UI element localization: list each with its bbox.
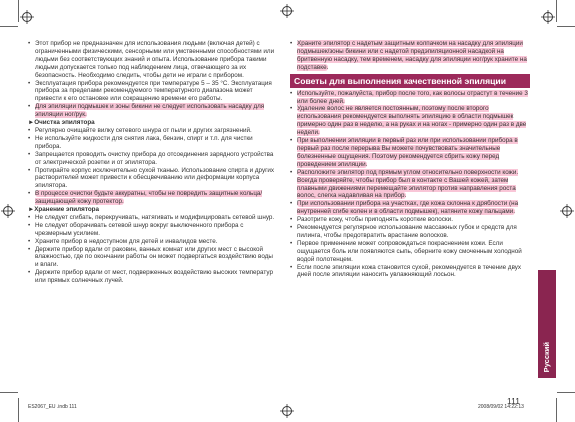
storage-subheading: ►Хранение эпилятора xyxy=(28,206,100,214)
item-text: Расположите эпилятор под прямым углом относительно поверхности кожи. Всегда проверяйте, чтобы прибор был в контакте с Вашей кожей, затем плавными движениями перемещайте эпилятор против направления роста волос, слегка надавливая на прибор. xyxy=(297,168,519,200)
list-item xyxy=(28,151,278,167)
right-column xyxy=(290,40,530,279)
item-text: Храните прибор в недоступном для детей и инвалидов месте. xyxy=(35,237,218,245)
crop-mark xyxy=(18,398,19,422)
list-item xyxy=(28,246,278,270)
item-text: Запрещается проводить очистку прибора до отсоединения зарядного устройства от электрической розетки и от эпилятора. xyxy=(35,150,274,166)
registration-mark-icon xyxy=(541,10,555,24)
list-item xyxy=(290,105,530,137)
list-item xyxy=(290,137,530,169)
list-item xyxy=(28,80,278,104)
list-item xyxy=(290,40,530,72)
item-text: Этот прибор не предназначен для использования людьми (включая детей) с ограниченными физическими, сенсорными или умственными способностями или людьми без соответствующих знаний и опыта. Использование прибора такими людьми допускается только под наблюдением лица, отвечающего за их безопасность. Необходимо следить, чтобы дети не играли с прибором. xyxy=(35,40,275,79)
item-text: Эксплуатация прибора рекомендуется при температуре 5 – 35 °C. Эксплуатация прибора за пределами рекомендуемого температурного диапазона может привести к его остановке или сокращению времени его работы. xyxy=(35,79,272,103)
item-text: Не следует сгибать, перекручивать, натягивать и модифицировать сетевой шнур. xyxy=(35,213,275,221)
page-number: 111 xyxy=(507,396,520,406)
item-text: Если после эпиляции кожа становится сухой, рекомендуется в течение двух дней после эпиляции наносить увлажняющий лосьон. xyxy=(297,263,522,279)
item-text: Для эпиляции подмышек и зоны бикини не следует использовать насадку для эпиляции ног/рук. xyxy=(35,103,265,119)
list-item xyxy=(28,40,278,80)
item-text: Удаление волос не является постоянным, поэтому после второго использования рекомендуется выполнять эпиляцию в области подмышек примерно один раз в неделю, а на руках и на ногах - примерно один раз в две недели. xyxy=(297,105,527,137)
list-item xyxy=(28,103,278,119)
list-item xyxy=(28,127,278,135)
item-text: Не используйте жидкости для снятия лака, бензин, спирт и т.п. для чистки прибора. xyxy=(35,134,253,150)
left-column xyxy=(28,40,278,285)
list-item xyxy=(28,190,278,206)
list-item xyxy=(290,264,530,280)
footer-file-info: ES2067_EU .indb 111 xyxy=(28,404,77,410)
list-item xyxy=(290,169,530,201)
registration-mark-icon xyxy=(1,204,15,218)
registration-mark-icon xyxy=(560,204,574,218)
item-text: При выполнении эпиляции в первый раз или при использовании прибора в первый раз после перерыва Вы можете почувствовать значительные болезненные ощущения. Поэтому рекомендуется сбрить кожу перед проведением эпиляции. xyxy=(297,137,518,168)
item-text: Держите прибор вдали от мест, подверженных воздействию высоких температур или прямых солнечных лучей. xyxy=(35,269,273,285)
item-text: Храните эпилятор с надетым защитным колпачком на насадку для эпиляции подмышек/зоны бикини или с надетой предэпиляционной насадкой на бритвенную насадку, тем временем, насадку для эпиляции ног/рук храните на подставке. xyxy=(297,40,527,71)
footer-timestamp: 2008/09/02 14:22:13 xyxy=(478,404,524,410)
item-text: Протирайте корпус исключительно сухой тканью. Использование спирта и других растворителей может привести к обесцвечиванию или деформации корпуса эпилятора. xyxy=(35,166,275,190)
registration-mark-icon xyxy=(20,10,34,24)
item-text: Не следует оборачивать сетевой шнур вокруг выключенного прибора с чрезмерным усилием. xyxy=(35,221,244,237)
language-tab-label: Русский xyxy=(542,341,551,372)
list-item xyxy=(290,224,530,240)
item-text: Используйте, пожалуйста, прибор после того, как волосы отрастут в течение 3 или более дней. xyxy=(297,89,528,105)
cleaning-subheading: ►Очистка эпилятора xyxy=(28,119,95,127)
item-text: Разотрите кожу, чтобы приподнять короткие волоски. xyxy=(297,216,453,224)
item-text: Первое применение может сопровождаться покраснением кожи. Если ощущается боль или появляются сыпь, оберните кожу смоченным холодной водой полотенцем. xyxy=(297,239,522,263)
list-item xyxy=(290,90,530,106)
section-title: Советы для выполнения качественной эпиляции xyxy=(290,74,530,88)
item-text: В процессе очистки будьте аккуратны, чтобы не повредить защитные кольца/защищающей кожу протектор. xyxy=(35,190,263,206)
item-text: Держите прибор вдали от раковин, ванных комнат или других мест с высокой влажностью, где по окончании работы он может подвергаться воздействию воды и влаги. xyxy=(35,245,273,269)
item-text: Регулярно очищайте вилку сетевого шнура от пыли и других загрязнений. xyxy=(35,126,252,134)
list-item xyxy=(28,222,278,238)
list-item xyxy=(28,238,278,246)
crop-mark xyxy=(557,26,575,27)
language-tab xyxy=(538,270,556,378)
crop-mark xyxy=(0,392,18,393)
list-item xyxy=(28,269,278,285)
list-item xyxy=(290,200,530,216)
list-item xyxy=(290,240,530,264)
crop-mark xyxy=(0,26,18,27)
item-text: Рекомендуется регулярное использование массажных губок и средств для пилинга, чтобы предотвратить врастание волосков. xyxy=(297,224,517,239)
crop-mark xyxy=(556,398,557,422)
crop-mark xyxy=(18,0,19,22)
list-item xyxy=(28,214,278,222)
crop-mark xyxy=(557,392,575,393)
registration-mark-icon xyxy=(280,4,294,18)
item-text: При использовании прибора на участках, где кожа склонна к дряблости (на внутренней сгибе колен и в области подмышек), натяните кожу пальцами. xyxy=(297,200,519,216)
registration-mark-icon xyxy=(280,404,294,418)
list-item xyxy=(28,135,278,151)
list-item xyxy=(28,167,278,191)
list-item xyxy=(290,216,530,224)
crop-mark xyxy=(556,0,557,22)
